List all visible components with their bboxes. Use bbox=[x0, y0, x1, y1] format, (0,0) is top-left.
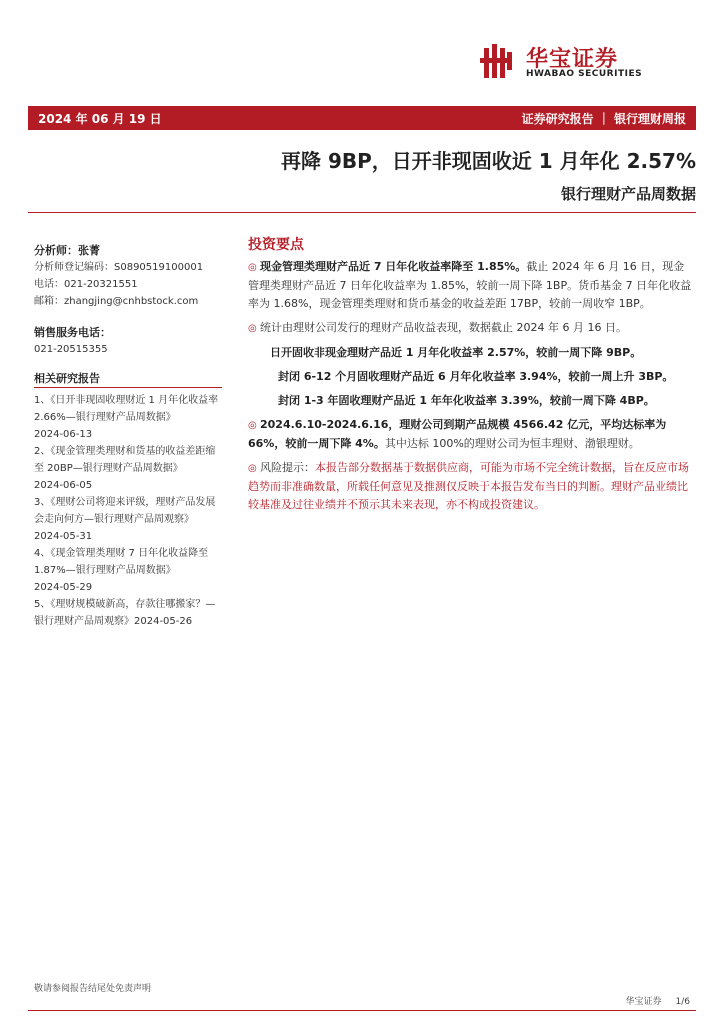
sub-highlight: 封闭 1-3 年固收理财产品近 1 年年化收益率 3.39%，较前一周下降 4BP。 bbox=[278, 394, 655, 407]
risk-paragraph bbox=[248, 459, 694, 514]
related-report-item[interactable]: 4、《现金管理类理财 7 日年化收益降至 1.87%—银行理财产品周数据》 bbox=[34, 548, 209, 576]
risk-text: 本报告部分数据基于数据供应商，可能为市场不完全统计数据，旨在反应市场趋势而非准确数量，所载任何意见及推测仅反映于本报告发布当日的判断。理财产品业绩比较基准及过往业绩并不预示其未来表现，亦不构成投资建议。 bbox=[248, 461, 689, 511]
page-number: 1/6 bbox=[675, 997, 690, 1007]
related-reports-list bbox=[34, 392, 222, 630]
logo-chinese-name: 华宝证券 bbox=[526, 47, 619, 72]
bullet-icon: ◎ bbox=[248, 323, 257, 334]
footer-right bbox=[612, 994, 691, 1007]
investment-highlights bbox=[248, 236, 694, 520]
highlight-paragraph bbox=[248, 258, 694, 313]
risk-label: 风险提示： bbox=[260, 461, 315, 474]
sales-phone: 021-20515355 bbox=[34, 344, 108, 355]
section-title: 投资要点 bbox=[248, 237, 304, 253]
related-report-item[interactable]: 2、《现金管理类理财和货基的收益差距缩至 20BP—银行理财产品周数据》 bbox=[34, 446, 216, 474]
report-type: 证券研究报告 ｜ 银行理财周报 bbox=[521, 112, 686, 126]
sub-highlight: 封闭 6-12 个月固收理财产品近 6 月年化收益率 3.94%，较前一周上升 3BP。 bbox=[278, 370, 674, 383]
report-title: 再降 9BP，日开非现固收近 1 月年化 2.57% bbox=[281, 149, 696, 173]
related-report-date: 2024-05-29 bbox=[34, 582, 93, 593]
highlight-bold: 2024.6.10-2024.6.16，理财公司到期产品规模 4566.42 亿元，平均达标率为 66%，较前一周下降 4%。 bbox=[248, 418, 667, 450]
company-logo bbox=[480, 42, 690, 82]
bullet-icon: ◎ bbox=[248, 262, 257, 273]
bullet-icon: ◎ bbox=[248, 463, 257, 474]
highlight-text: 统计由理财公司发行的理财产品收益表现，数据截止 2024 年 6 月 16 日。 bbox=[260, 321, 627, 334]
report-subtitle: 银行理财产品周数据 bbox=[560, 185, 696, 203]
analyst-name: 分析师：张菁 bbox=[34, 244, 100, 257]
highlight-text: 截止 2024 年 6 月 16 日，现金管理类理财产品近 7 日年化收益率为 1.85%，较前一周下降 1BP。货币基金 7 日年化收益率为 1.68%，现金管理类理财和货币基金的收益差距 17BP，较前一周收窄 1BP。 bbox=[248, 260, 692, 310]
related-report-item[interactable]: 3、《理财公司将迎来评级，理财产品发展会走向何方—银行理财产品周观察》 bbox=[34, 497, 216, 525]
footer-company: 华宝证券 bbox=[625, 997, 662, 1007]
header-bar bbox=[28, 106, 696, 130]
footer-disclaimer: 敬请参阅报告结尾处免责声明 bbox=[34, 984, 152, 994]
footer-divider bbox=[28, 1010, 696, 1011]
analyst-phone: 电话：021-20321551 bbox=[34, 279, 138, 290]
sales-label: 销售服务电话： bbox=[34, 326, 111, 339]
related-report-item[interactable]: 5、《理财规模破新高，存款往哪搬家？—银行理财产品周观察》2024-05-26 bbox=[34, 599, 216, 627]
logo-english-name: HWABAO SECURITIES bbox=[526, 69, 643, 79]
highlight-paragraph bbox=[248, 416, 694, 453]
report-date: 2024 年 06 月 19 日 bbox=[38, 112, 162, 126]
related-report-date: 2024-05-31 bbox=[34, 531, 93, 542]
analyst-reg: 分析师登记编码：S0890519100001 bbox=[34, 262, 204, 273]
bullet-icon: ◎ bbox=[248, 420, 257, 431]
related-reports-heading: 相关研究报告 bbox=[34, 370, 222, 388]
analyst-email: 邮箱：zhangjing@cnhbstock.com bbox=[34, 296, 199, 307]
related-report-item[interactable]: 1、《日开非现固收理财近 1 月年化收益率 2.66%—银行理财产品周数据》 bbox=[34, 395, 219, 423]
highlight-text: 其中达标 100%的理财公司为恒丰理财、渤银理财。 bbox=[384, 437, 640, 450]
highlight-paragraph bbox=[248, 319, 694, 338]
hwabao-logo-icon bbox=[480, 42, 518, 80]
related-report-date: 2024-06-13 bbox=[34, 429, 93, 440]
related-report-date: 2024-06-05 bbox=[34, 480, 93, 491]
highlight-bold: 现金管理类理财产品近 7 日年化收益率降至 1.85%。 bbox=[260, 260, 527, 273]
title-divider bbox=[28, 212, 696, 213]
left-sidebar bbox=[34, 242, 222, 630]
sub-highlight: 日开固收非现金理财产品近 1 月年化收益率 2.57%，较前一周下降 9BP。 bbox=[270, 346, 642, 359]
